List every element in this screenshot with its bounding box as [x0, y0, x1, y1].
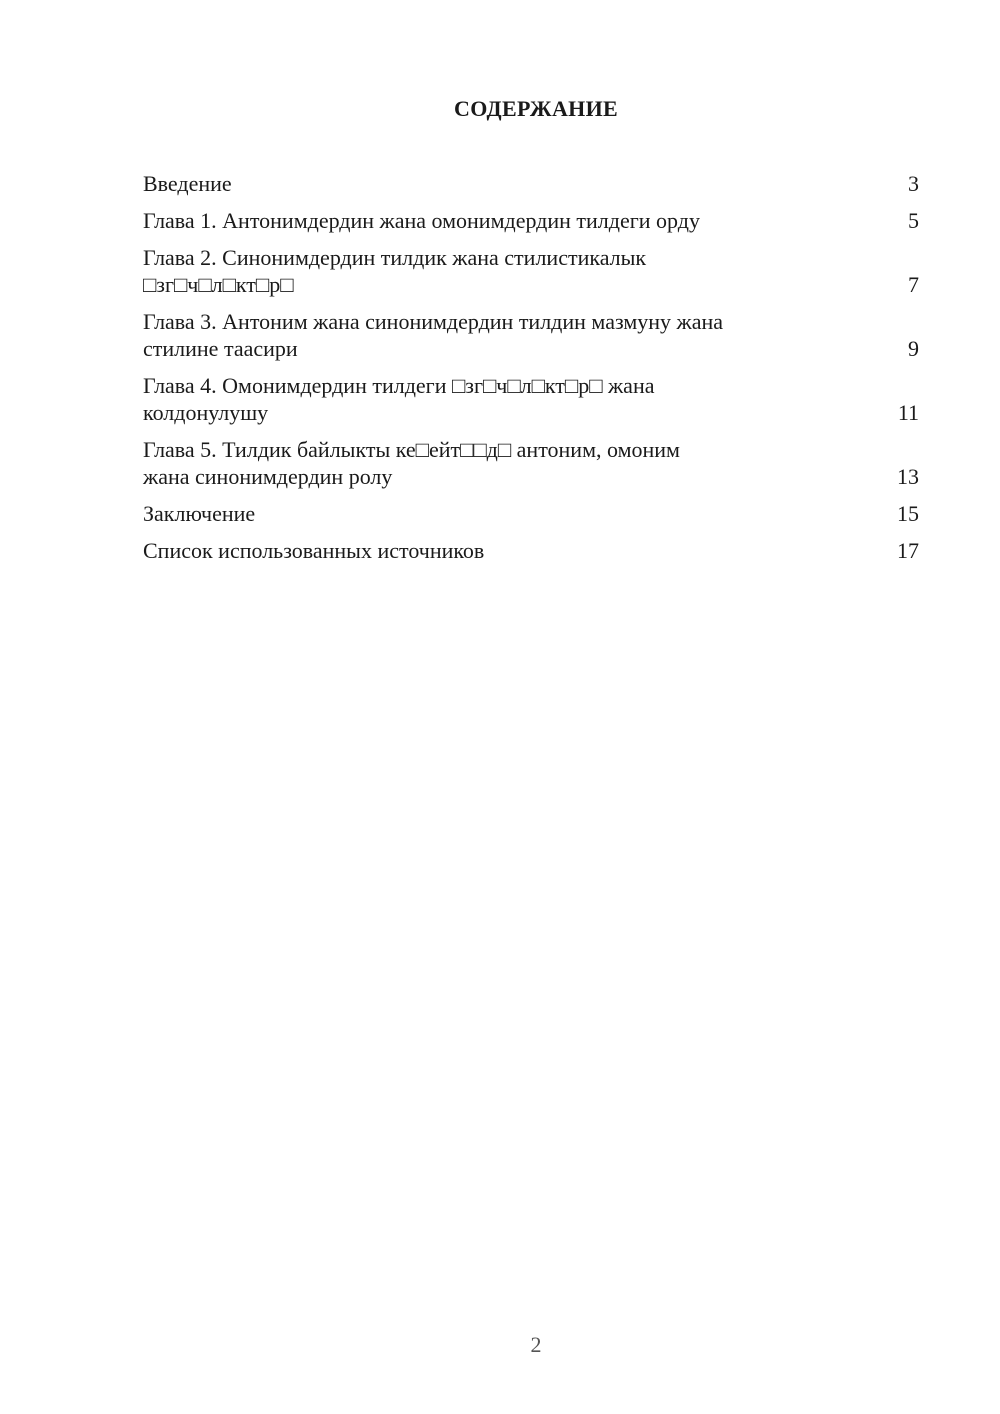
toc-entry-text: Заключение	[143, 501, 256, 526]
toc-entry-page: 9	[908, 336, 919, 361]
toc-entry-page: 15	[897, 501, 919, 526]
toc-entry-text: Глава 1. Антонимдердин жана омонимдердин тилдеги орду	[143, 208, 700, 233]
toc-entry-conclusion	[143, 500, 919, 527]
toc-entry-page: 11	[897, 400, 919, 425]
toc-entry-chapter-4	[143, 372, 919, 426]
toc-entry-page: 7	[908, 272, 919, 297]
toc-entry-text: Глава 5. Тилдик байлыкты ке□ейт□□д□ антоним, омоним жана синонимдердин ролу	[143, 437, 680, 489]
toc-entry-introduction	[143, 170, 919, 197]
toc-entry-text: Глава 2. Синонимдердин тилдик жана стилистикалык □зг□ч□л□кт□р□	[143, 245, 647, 297]
toc-entry-text: Глава 3. Антоним жана синонимдердин тилдин мазмуну жана стилине таасири	[143, 309, 724, 361]
toc-entry-page: 5	[908, 208, 919, 233]
toc-entry-text: Список использованных источников	[143, 538, 485, 563]
toc-entry-chapter-5	[143, 436, 919, 490]
toc-entry-chapter-3	[143, 308, 919, 362]
toc-entry-page: 3	[908, 171, 919, 196]
table-of-contents	[143, 170, 919, 574]
toc-entry-text: Глава 4. Омонимдердин тилдеги □зг□ч□л□кт□р□ жана колдонулушу	[143, 373, 655, 425]
toc-entry-chapter-1	[143, 207, 919, 234]
toc-entry-page: 17	[897, 538, 919, 563]
toc-entry-page: 13	[897, 464, 919, 489]
toc-entry-text: Введение	[143, 171, 232, 196]
toc-entry-references	[143, 537, 919, 564]
toc-entry-chapter-2	[143, 244, 919, 298]
page-number: 2	[530, 1332, 542, 1357]
page-title: СОДЕРЖАНИЕ	[454, 96, 618, 121]
